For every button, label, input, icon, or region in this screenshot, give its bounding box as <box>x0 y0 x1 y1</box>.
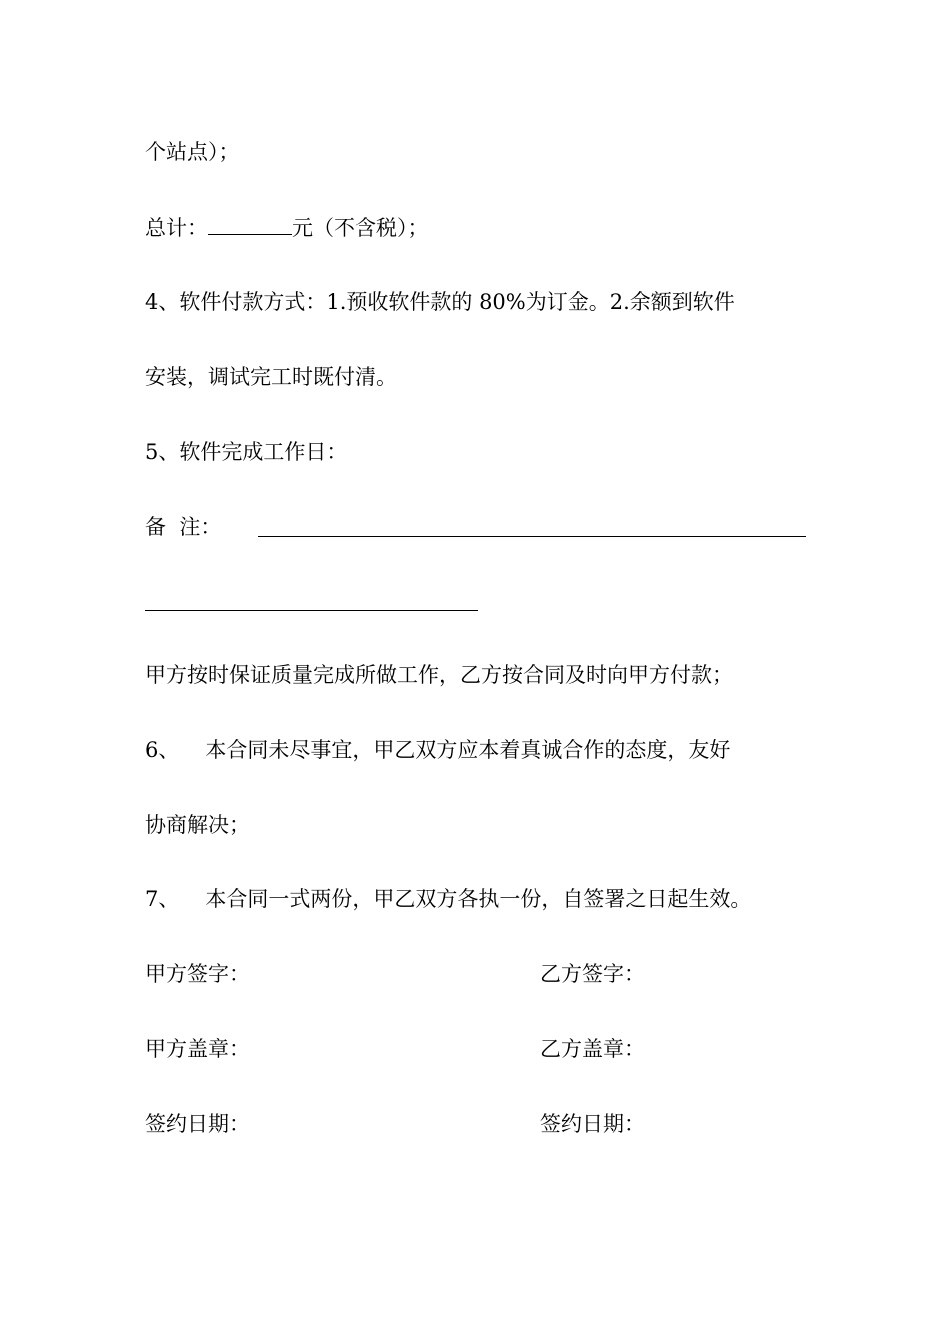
item-7-number: 7、 <box>145 887 180 911</box>
item-5-text: 5、软件完成工作日： <box>145 440 348 464</box>
party-b-seal-label <box>540 1034 645 1064</box>
item-7-text: 本合同一式两份，甲乙双方各执一份，自签署之日起生效。 <box>205 887 752 911</box>
total-suffix: 元（不含税）； <box>292 216 429 240</box>
party-a-seal-label <box>145 1034 250 1064</box>
item-7-line <box>145 884 751 914</box>
party-b-date-text: 签约日期： <box>540 1112 645 1136</box>
party-a-sign-text: 甲方签字： <box>145 962 250 986</box>
item-4-line-2 <box>145 362 397 392</box>
party-a-seal-text: 甲方盖章： <box>145 1037 250 1061</box>
party-a-date-label <box>145 1109 250 1139</box>
remarks-blank-line-1 <box>258 536 806 537</box>
item-6-text-1: 本合同未尽事宜，甲乙双方应本着真诚合作的态度，友好 <box>205 738 731 762</box>
item-4-line-1 <box>145 287 735 317</box>
item-6-line-1 <box>145 735 730 765</box>
item-6-line-2 <box>145 810 250 840</box>
item-5-line <box>145 437 347 467</box>
item-6-text-2: 协商解决； <box>145 813 250 837</box>
party-b-sign-text: 乙方签字： <box>540 962 645 986</box>
party-a-date-text: 签约日期： <box>145 1112 250 1136</box>
total-label: 总计： <box>145 216 208 240</box>
total-line <box>145 212 429 243</box>
total-amount-blank <box>208 212 292 235</box>
remarks-blank-line-2 <box>145 610 478 611</box>
quality-clause-line <box>145 660 733 690</box>
party-b-sign-label <box>540 959 645 989</box>
item-4-text-1: 4、软件付款方式：1.预收软件款的 80%为订金。2.余额到软件 <box>145 290 735 314</box>
party-a-sign-label <box>145 959 250 989</box>
party-b-seal-text: 乙方盖章： <box>540 1037 645 1061</box>
party-b-date-label <box>540 1109 645 1139</box>
remarks-line <box>145 512 221 542</box>
remarks-label: 备 注： <box>145 515 222 539</box>
quality-clause-text: 甲方按时保证质量完成所做工作，乙方按合同及时向甲方付款； <box>145 663 733 687</box>
text-line-sites <box>145 137 240 167</box>
item-4-text-2: 安装，调试完工时既付清。 <box>145 365 397 389</box>
sites-text: 个站点）； <box>145 140 240 164</box>
item-6-number: 6、 <box>145 738 180 762</box>
